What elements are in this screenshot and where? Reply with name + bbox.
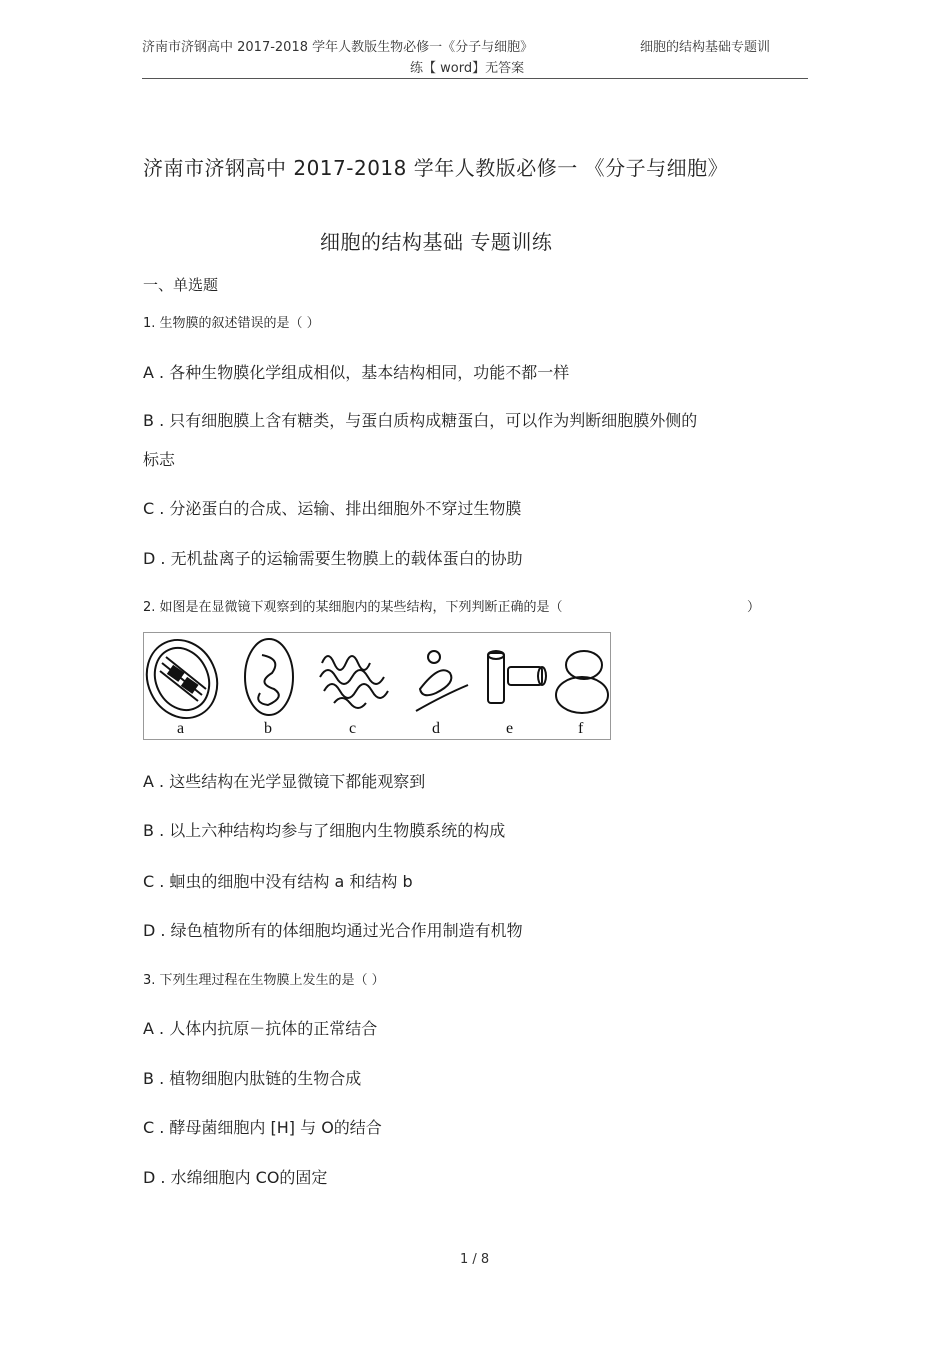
question-3-option-c: C . 酵母菌细胞内 [H] 与 O的结合 [143,1118,382,1137]
title-line2: 细胞的结构基础 专题训练 [320,230,553,254]
question-1-option-b-cont: 标志 [143,450,176,469]
question-3-option-b: B . 植物细胞内肽链的生物合成 [143,1069,362,1088]
structure-d-drawing [416,651,468,711]
structure-c-drawing [320,656,388,708]
header-rule [142,78,808,79]
question-2-option-a: A . 这些结构在光学显微镜下都能观察到 [143,772,426,791]
page-number: 1 / 8 [460,1252,490,1267]
question-2-option-c: C . 蛔虫的细胞中没有结构 a 和结构 b [143,872,413,891]
header-line1-left: 济南市济钢高中 2017-2018 学年人教版生物必修一《分子与细胞》 [142,40,534,55]
figure-label-a: a [177,720,185,737]
figure-label-f: f [578,720,584,737]
organelle-drawing [144,633,610,739]
question-1-option-d: D . 无机盐离子的运输需要生物膜上的载体蛋白的协助 [143,549,523,568]
figure-label-c: c [349,720,357,737]
section-heading: 一、单选题 [143,276,219,294]
question-1-option-c: C . 分泌蛋白的合成、运输、排出细胞外不穿过生物膜 [143,499,522,518]
question-1-option-b: B . 只有细胞膜上含有糖类，与蛋白质构成糖蛋白，可以作为判断细胞膜外侧的 [143,411,698,430]
question-3-stem: 3. 下列生理过程在生物膜上发生的是（ ） [143,973,385,988]
title-line1: 济南市济钢高中 2017-2018 学年人教版必修一 《分子与细胞》 [143,156,729,180]
header-line1-right: 细胞的结构基础专题训 [640,40,771,55]
figure-label-b: b [264,720,272,737]
structure-b-drawing [245,639,293,715]
question-2-option-b: B . 以上六种结构均参与了细胞内生物膜系统的构成 [143,821,506,840]
header-line2: 练【 word】无答案 [410,61,525,76]
question-2-option-d: D . 绿色植物所有的体细胞均通过光合作用制造有机物 [143,921,523,940]
structure-f-drawing [556,651,608,713]
question-3-option-a: A . 人体内抗原－抗体的正常结合 [143,1019,378,1038]
figure-label-d: d [432,720,440,737]
figure-label-e: e [506,720,514,737]
structure-a-drawing [144,633,230,730]
organelle-figure [143,632,611,740]
question-3-option-d: D . 水绵细胞内 CO的固定 [143,1168,328,1187]
question-2-stem-end: ） [747,600,761,615]
structure-e-drawing [488,651,546,703]
question-1-stem: 1. 生物膜的叙述错误的是（ ） [143,316,320,331]
question-2-stem: 2. 如图是在显微镜下观察到的某细胞内的某些结构，下列判断正确的是（ [143,600,563,615]
question-1-option-a: A . 各种生物膜化学组成相似，基本结构相同，功能不都一样 [143,363,570,382]
